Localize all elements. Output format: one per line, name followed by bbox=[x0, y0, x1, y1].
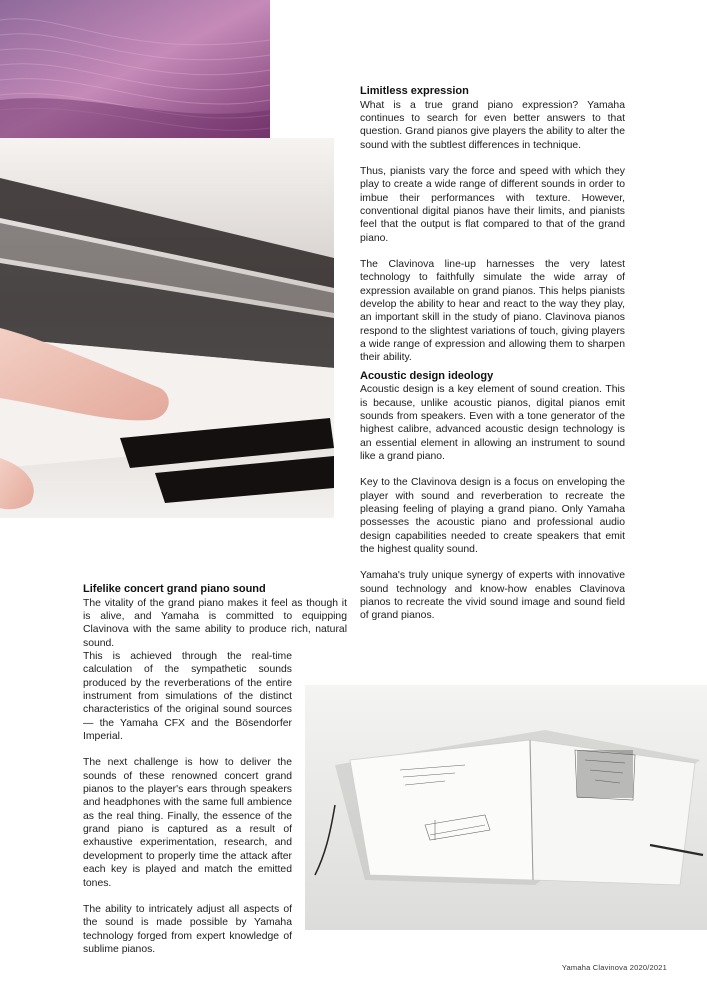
paragraph: Key to the Clavinova design is a focus on enveloping the player with sound and reverberation to recreate the pleasing feeling of playing a grand piano. Only Yamaha possesses the acoustic piano and professional audio design capabilities needed to create speakers that emit the highest quality sound. bbox=[360, 477, 625, 555]
purple-wave-image bbox=[0, 0, 270, 138]
paragraph: Yamaha's truly unique synergy of experts with innovative sound technology and know-how enables Clavinova pianos to recreate the vivid sound image and sound field of grand pianos. bbox=[360, 570, 625, 622]
paragraph: The ability to intricately adjust all aspects of the sound is made possible by Yamaha technology forged from expert knowledge of sublime pianos. bbox=[83, 903, 292, 955]
right-column bbox=[360, 85, 625, 636]
heading-lifelike-sound: Lifelike concert grand piano sound bbox=[83, 583, 266, 595]
heading-acoustic-design: Acoustic design ideology bbox=[360, 369, 494, 382]
piano-keys-photo bbox=[0, 138, 334, 518]
paragraph: Acoustic design is a key element of sound creation. This is because, unlike acoustic pianos, digital pianos emit sounds from speakers. Even with a tone generator of the highest calibre, advanced acoustic design technology is an essential element in allowing an instrument to sound like a grand piano. bbox=[360, 384, 625, 462]
left-column-body bbox=[83, 650, 292, 969]
paragraph: The Clavinova line-up harnesses the very latest technology to faithfully simulate the wide array of expression available on grand pianos. This helps pianists develop the ability to hear and react to the way they play, an important skill in the study of piano. Clavinova pianos respond to the slightest variations of touch, giving players a wide range of expression and allowing them to sharpen their ability. bbox=[360, 258, 625, 364]
paragraph: Thus, pianists vary the force and speed with which they play to create a wide range of different sounds in order to imbue their performances with texture. However, conventional digital pianos have their limits, and pianists feel that the output is flat compared to that of the grand piano. bbox=[360, 165, 625, 244]
sketchbook-photo bbox=[305, 685, 707, 930]
heading-limitless-expression: Limitless expression bbox=[360, 85, 469, 97]
paragraph: The vitality of the grand piano makes it feel as though it is alive, and Yamaha is committed to equipping Clavinova with the same ability to produce rich, natural sound. bbox=[83, 597, 347, 649]
footer-text: Yamaha Clavinova 2020/2021 bbox=[561, 963, 667, 972]
paragraph: The next challenge is how to deliver the sounds of these renowned concert grand pianos to the player's ears through speakers and headphones with the same full ambience as the real thing. Finally, the essence of the grand piano is captured as a result of exhaustive experimentation, research, and development to properly time the attack after each key is played and match the emitted tones. bbox=[83, 757, 292, 889]
paragraph: What is a true grand piano expression? Yamaha continues to search for even better answers to that question. Grand pianos give players the ability to alter the sound with the subtlest differences in technique. bbox=[360, 99, 625, 151]
paragraph: This is achieved through the real-time calculation of the sympathetic sounds produced by the reverberations of the entire instrument from simulations of the distinct characteristics of the original sound sources — the Yamaha CFX and the Bösendorfer Imperial. bbox=[83, 651, 292, 743]
